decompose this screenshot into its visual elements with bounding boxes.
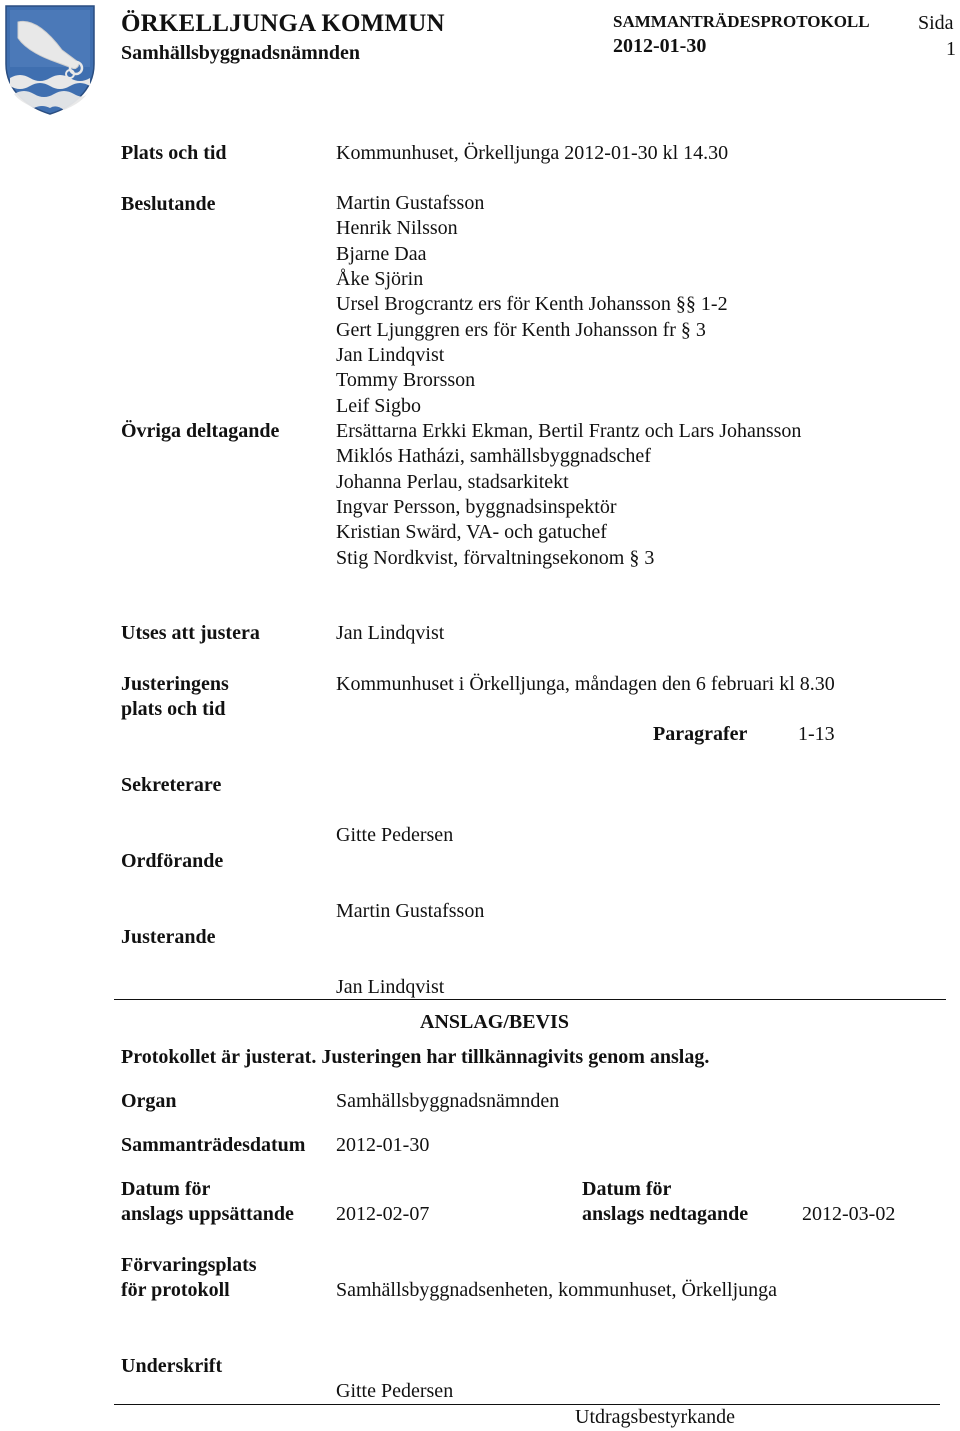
organ-value: Samhällsbyggnadsnämnden [336, 1090, 560, 1112]
storage-value: Samhällsbyggnadsenheten, kommunhuset, Örkelljunga [336, 1279, 778, 1301]
adjuster-signature-label: Justerande [121, 926, 216, 948]
removal-date-value: 2012-03-02 [802, 1203, 896, 1225]
adjuster-signature-name: Jan Lindqvist [336, 976, 445, 998]
participant: Bjarne Daa [336, 243, 427, 265]
signature-name: Gitte Pedersen [336, 1380, 454, 1402]
divider-line [114, 999, 946, 1000]
page-label: Sida [918, 12, 954, 34]
page-number: 1 [946, 38, 956, 60]
organ-label: Organ [121, 1090, 177, 1112]
participant: Miklós Hatházi, samhällsbyggnadschef [336, 445, 651, 467]
posting-date-label-line2: anslags uppsättande [121, 1203, 294, 1225]
other-participants-label: Övriga deltagande [121, 420, 280, 442]
removal-date-label-line2: anslags nedtagande [582, 1203, 749, 1225]
place-label: Plats och tid [121, 142, 227, 164]
notice-title: ANSLAG/BEVIS [420, 1011, 569, 1033]
place-value: Kommunhuset, Örkelljunga 2012-01-30 kl 14.30 [336, 142, 729, 164]
meeting-date: 2012-01-30 [613, 35, 707, 57]
paragraphs-label: Paragrafer [653, 723, 748, 745]
adjustment-place-value: Kommunhuset i Örkelljunga, måndagen den 6 februari kl 8.30 [336, 673, 835, 695]
participant: Ingvar Persson, byggnadsinspektör [336, 496, 617, 518]
secretary-label: Sekreterare [121, 774, 222, 796]
adjustment-place-label-line2: plats och tid [121, 698, 226, 720]
signature-line [114, 1404, 940, 1405]
posting-date-value: 2012-02-07 [336, 1203, 430, 1225]
participant: Åke Sjörin [336, 268, 424, 290]
participant: Gert Ljunggren ers för Kenth Johansson fr § 3 [336, 319, 706, 341]
decision-makers-label: Beslutande [121, 193, 216, 215]
municipality-coat-of-arms [4, 4, 96, 116]
document-type: SAMMANTRÄDESPROTOKOLL [613, 12, 870, 31]
adjuster-value: Jan Lindqvist [336, 622, 445, 644]
meeting-date-label: Sammanträdesdatum [121, 1134, 306, 1156]
extract-certification-label: Utdragsbestyrkande [575, 1406, 735, 1428]
storage-label-line1: Förvaringsplats [121, 1254, 257, 1276]
participant: Martin Gustafsson [336, 192, 485, 214]
board-name: Samhällsbyggnadsnämnden [121, 42, 360, 64]
participant: Ersättarna Erkki Ekman, Bertil Frantz och Lars Johansson [336, 420, 802, 442]
removal-date-label-line1: Datum för [582, 1178, 672, 1200]
participant: Stig Nordkvist, förvaltningsekonom § 3 [336, 547, 655, 569]
participant: Kristian Swärd, VA- och gatuchef [336, 521, 607, 543]
secretary-name: Gitte Pedersen [336, 824, 454, 846]
participant: Leif Sigbo [336, 395, 421, 417]
storage-label-line2: för protokoll [121, 1279, 230, 1301]
posting-date-label-line1: Datum för [121, 1178, 211, 1200]
signature-label: Underskrift [121, 1355, 223, 1377]
meeting-date-value: 2012-01-30 [336, 1134, 430, 1156]
chairman-name: Martin Gustafsson [336, 900, 485, 922]
participant: Ursel Brogcrantz ers för Kenth Johansson §§ 1-2 [336, 293, 728, 315]
participant: Jan Lindqvist [336, 344, 445, 366]
participant: Tommy Brorsson [336, 369, 476, 391]
chairman-label: Ordförande [121, 850, 224, 872]
paragraphs-value: 1-13 [798, 723, 835, 745]
adjuster-label: Utses att justera [121, 622, 260, 644]
participant: Johanna Perlau, stadsarkitekt [336, 471, 569, 493]
adjustment-place-label-line1: Justeringens [121, 673, 229, 695]
participant: Henrik Nilsson [336, 217, 458, 239]
notice-statement: Protokollet är justerat. Justeringen har tillkännagivits genom anslag. [121, 1046, 710, 1068]
organization-name: ÖRKELLJUNGA KOMMUN [121, 10, 445, 37]
